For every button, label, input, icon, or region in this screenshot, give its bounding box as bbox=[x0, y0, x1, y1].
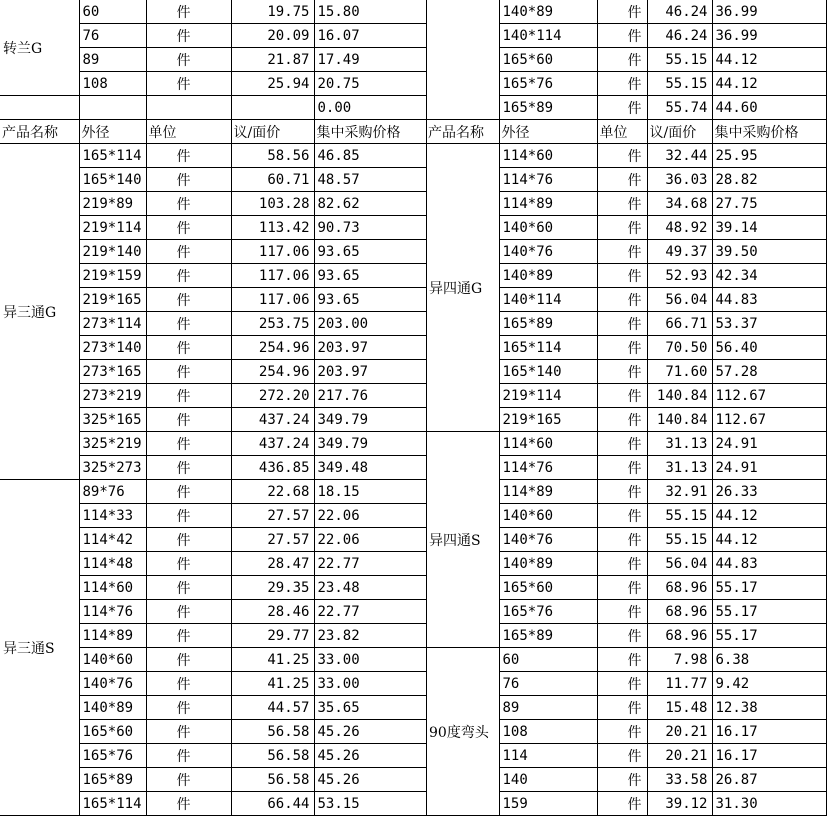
size-cell: 273*219 bbox=[79, 384, 146, 408]
unit-cell bbox=[146, 96, 231, 120]
unit-cell: 件 bbox=[146, 648, 231, 672]
collective-price-cell: 36.99 bbox=[712, 24, 826, 48]
unit-cell: 件 bbox=[597, 648, 647, 672]
collective-price-cell: 349.48 bbox=[314, 456, 426, 480]
size-cell: 140*89 bbox=[499, 264, 597, 288]
size-cell: 325*273 bbox=[79, 456, 146, 480]
header-unit: 单位 bbox=[146, 120, 231, 144]
price-cell: 46.24 bbox=[647, 0, 712, 24]
price-cell: 19.75 bbox=[231, 0, 314, 24]
price-cell: 113.42 bbox=[231, 216, 314, 240]
unit-cell: 件 bbox=[597, 456, 647, 480]
size-cell: 165*60 bbox=[79, 720, 146, 744]
size-cell: 273*114 bbox=[79, 312, 146, 336]
unit-cell: 件 bbox=[597, 528, 647, 552]
price-cell: 7.98 bbox=[647, 648, 712, 672]
size-cell: 140*60 bbox=[499, 216, 597, 240]
collective-price-cell: 25.95 bbox=[712, 144, 826, 168]
unit-cell: 件 bbox=[597, 288, 647, 312]
collective-price-cell: 44.12 bbox=[712, 48, 826, 72]
size-cell: 325*219 bbox=[79, 432, 146, 456]
size-cell: 159 bbox=[499, 792, 597, 816]
size-cell bbox=[79, 96, 146, 120]
unit-cell: 件 bbox=[146, 672, 231, 696]
unit-cell: 件 bbox=[597, 0, 647, 24]
size-cell: 165*89 bbox=[79, 768, 146, 792]
unit-cell: 件 bbox=[146, 216, 231, 240]
size-cell: 114*76 bbox=[499, 456, 597, 480]
product-group-name: 异四通G bbox=[426, 144, 499, 432]
size-cell: 76 bbox=[499, 672, 597, 696]
table-row bbox=[0, 480, 426, 504]
collective-price-cell: 22.06 bbox=[314, 504, 426, 528]
unit-cell: 件 bbox=[597, 336, 647, 360]
collective-price-cell: 44.83 bbox=[712, 552, 826, 576]
unit-cell: 件 bbox=[146, 240, 231, 264]
unit-cell: 件 bbox=[146, 600, 231, 624]
table-row bbox=[0, 0, 426, 24]
collective-price-cell: 56.40 bbox=[712, 336, 826, 360]
unit-cell: 件 bbox=[597, 192, 647, 216]
price-cell: 44.57 bbox=[231, 696, 314, 720]
size-cell: 140*76 bbox=[79, 672, 146, 696]
unit-cell: 件 bbox=[146, 384, 231, 408]
price-cell: 140.84 bbox=[647, 408, 712, 432]
price-cell: 20.21 bbox=[647, 744, 712, 768]
unit-cell: 件 bbox=[146, 288, 231, 312]
unit-cell: 件 bbox=[597, 552, 647, 576]
header-row bbox=[426, 120, 826, 144]
collective-price-cell: 44.12 bbox=[712, 72, 826, 96]
size-cell: 89 bbox=[79, 48, 146, 72]
collective-price-cell: 45.26 bbox=[314, 768, 426, 792]
price-cell: 140.84 bbox=[647, 384, 712, 408]
collective-price-cell: 20.75 bbox=[314, 72, 426, 96]
unit-cell: 件 bbox=[597, 504, 647, 528]
unit-cell: 件 bbox=[597, 768, 647, 792]
price-cell: 56.04 bbox=[647, 552, 712, 576]
size-cell: 165*60 bbox=[499, 48, 597, 72]
empty-cell bbox=[0, 96, 79, 120]
table-row bbox=[426, 648, 826, 672]
price-cell: 31.13 bbox=[647, 456, 712, 480]
size-cell: 165*140 bbox=[499, 360, 597, 384]
unit-cell: 件 bbox=[597, 72, 647, 96]
price-cell: 21.87 bbox=[231, 48, 314, 72]
table-row bbox=[426, 432, 826, 456]
unit-cell: 件 bbox=[146, 576, 231, 600]
price-cell: 41.25 bbox=[231, 672, 314, 696]
collective-price-cell: 12.38 bbox=[712, 696, 826, 720]
unit-cell: 件 bbox=[597, 432, 647, 456]
collective-price-cell: 55.17 bbox=[712, 624, 826, 648]
price-cell: 39.12 bbox=[647, 792, 712, 816]
size-cell: 140*60 bbox=[499, 504, 597, 528]
collective-price-cell: 16.17 bbox=[712, 744, 826, 768]
price-cell: 272.20 bbox=[231, 384, 314, 408]
header-row bbox=[0, 120, 426, 144]
unit-cell: 件 bbox=[597, 144, 647, 168]
unit-cell: 件 bbox=[597, 216, 647, 240]
unit-cell: 件 bbox=[597, 696, 647, 720]
price-cell: 68.96 bbox=[647, 600, 712, 624]
collective-price-cell: 44.83 bbox=[712, 288, 826, 312]
header-price: 议/面价 bbox=[231, 120, 314, 144]
unit-cell: 件 bbox=[146, 264, 231, 288]
product-group-name-continued bbox=[426, 0, 499, 120]
size-cell: 219*114 bbox=[79, 216, 146, 240]
size-cell: 108 bbox=[499, 720, 597, 744]
collective-price-cell: 27.75 bbox=[712, 192, 826, 216]
unit-cell: 件 bbox=[597, 480, 647, 504]
size-cell: 165*140 bbox=[79, 168, 146, 192]
collective-price-cell: 9.42 bbox=[712, 672, 826, 696]
header-collective-price: 集中采购价格 bbox=[712, 120, 826, 144]
collective-price-cell: 45.26 bbox=[314, 744, 426, 768]
collective-price-cell: 33.00 bbox=[314, 648, 426, 672]
collective-price-cell: 26.87 bbox=[712, 768, 826, 792]
price-cell: 437.24 bbox=[231, 432, 314, 456]
collective-price-cell: 93.65 bbox=[314, 288, 426, 312]
size-cell: 114*89 bbox=[499, 480, 597, 504]
size-cell: 114*42 bbox=[79, 528, 146, 552]
unit-cell: 件 bbox=[146, 144, 231, 168]
price-cell: 20.21 bbox=[647, 720, 712, 744]
header-outer-diameter: 外径 bbox=[499, 120, 597, 144]
unit-cell: 件 bbox=[146, 408, 231, 432]
product-group-name: 90度弯头 bbox=[426, 648, 499, 816]
collective-price-cell: 217.76 bbox=[314, 384, 426, 408]
price-cell: 71.60 bbox=[647, 360, 712, 384]
size-cell: 114*89 bbox=[499, 192, 597, 216]
size-cell: 76 bbox=[79, 24, 146, 48]
price-cell: 55.15 bbox=[647, 72, 712, 96]
collective-price-cell: 203.97 bbox=[314, 360, 426, 384]
size-cell: 165*76 bbox=[79, 744, 146, 768]
unit-cell: 件 bbox=[146, 360, 231, 384]
price-cell: 22.68 bbox=[231, 480, 314, 504]
collective-price-cell: 17.49 bbox=[314, 48, 426, 72]
unit-cell: 件 bbox=[146, 744, 231, 768]
size-cell: 165*89 bbox=[499, 96, 597, 120]
collective-price-cell: 45.26 bbox=[314, 720, 426, 744]
size-cell: 325*165 bbox=[79, 408, 146, 432]
price-cell: 55.15 bbox=[647, 528, 712, 552]
collective-price-cell: 36.99 bbox=[712, 0, 826, 24]
size-cell: 165*114 bbox=[499, 336, 597, 360]
right-price-table bbox=[426, 0, 827, 816]
unit-cell: 件 bbox=[597, 384, 647, 408]
unit-cell: 件 bbox=[597, 576, 647, 600]
price-cell: 31.13 bbox=[647, 432, 712, 456]
unit-cell: 件 bbox=[597, 624, 647, 648]
price-cell: 34.68 bbox=[647, 192, 712, 216]
size-cell: 140*89 bbox=[499, 552, 597, 576]
header-product-name: 产品名称 bbox=[0, 120, 79, 144]
price-cell: 20.09 bbox=[231, 24, 314, 48]
table-row bbox=[426, 144, 826, 168]
price-cell: 68.96 bbox=[647, 576, 712, 600]
collective-price-cell: 24.91 bbox=[712, 456, 826, 480]
price-cell: 55.15 bbox=[647, 48, 712, 72]
unit-cell: 件 bbox=[597, 360, 647, 384]
collective-price-cell: 90.73 bbox=[314, 216, 426, 240]
unit-cell: 件 bbox=[146, 456, 231, 480]
unit-cell: 件 bbox=[146, 552, 231, 576]
collective-price-cell: 57.28 bbox=[712, 360, 826, 384]
header-unit: 单位 bbox=[597, 120, 647, 144]
collective-price-cell: 23.82 bbox=[314, 624, 426, 648]
unit-cell: 件 bbox=[146, 624, 231, 648]
price-cell: 29.77 bbox=[231, 624, 314, 648]
collective-price-cell: 35.65 bbox=[314, 696, 426, 720]
size-cell: 89 bbox=[499, 696, 597, 720]
collective-price-cell: 22.06 bbox=[314, 528, 426, 552]
size-cell: 219*159 bbox=[79, 264, 146, 288]
size-cell: 114 bbox=[499, 744, 597, 768]
unit-cell: 件 bbox=[146, 0, 231, 24]
collective-price-cell: 39.50 bbox=[712, 240, 826, 264]
price-cell: 33.58 bbox=[647, 768, 712, 792]
collective-price-cell: 53.37 bbox=[712, 312, 826, 336]
size-cell: 114*33 bbox=[79, 504, 146, 528]
size-cell: 140*114 bbox=[499, 288, 597, 312]
price-cell: 103.28 bbox=[231, 192, 314, 216]
size-cell: 273*140 bbox=[79, 336, 146, 360]
price-cell: 41.25 bbox=[231, 648, 314, 672]
price-cell: 46.24 bbox=[647, 24, 712, 48]
unit-cell: 件 bbox=[146, 312, 231, 336]
size-cell: 273*165 bbox=[79, 360, 146, 384]
collective-price-cell: 22.77 bbox=[314, 552, 426, 576]
table-row bbox=[426, 0, 826, 24]
unit-cell: 件 bbox=[146, 336, 231, 360]
collective-price-cell: 48.57 bbox=[314, 168, 426, 192]
price-cell: 27.57 bbox=[231, 504, 314, 528]
price-cell: 56.58 bbox=[231, 720, 314, 744]
size-cell: 165*89 bbox=[499, 624, 597, 648]
price-cell: 28.47 bbox=[231, 552, 314, 576]
size-cell: 114*60 bbox=[79, 576, 146, 600]
collective-price-cell: 39.14 bbox=[712, 216, 826, 240]
collective-price-cell: 203.00 bbox=[314, 312, 426, 336]
size-cell: 165*76 bbox=[499, 600, 597, 624]
collective-price-cell: 23.48 bbox=[314, 576, 426, 600]
unit-cell: 件 bbox=[597, 96, 647, 120]
unit-cell: 件 bbox=[597, 48, 647, 72]
size-cell: 140*60 bbox=[79, 648, 146, 672]
collective-price-cell: 15.80 bbox=[314, 0, 426, 24]
unit-cell: 件 bbox=[597, 672, 647, 696]
unit-cell: 件 bbox=[597, 312, 647, 336]
price-cell: 254.96 bbox=[231, 336, 314, 360]
size-cell: 140*89 bbox=[499, 0, 597, 24]
price-cell: 15.48 bbox=[647, 696, 712, 720]
collective-price-cell: 33.00 bbox=[314, 672, 426, 696]
size-cell: 114*76 bbox=[79, 600, 146, 624]
size-cell: 140*89 bbox=[79, 696, 146, 720]
collective-price-cell: 44.12 bbox=[712, 528, 826, 552]
size-cell: 89*76 bbox=[79, 480, 146, 504]
collective-price-cell: 31.30 bbox=[712, 792, 826, 816]
unit-cell: 件 bbox=[146, 696, 231, 720]
collective-price-cell: 44.12 bbox=[712, 504, 826, 528]
collective-price-cell: 55.17 bbox=[712, 600, 826, 624]
size-cell: 219*89 bbox=[79, 192, 146, 216]
collective-price-cell: 6.38 bbox=[712, 648, 826, 672]
price-cell: 437.24 bbox=[231, 408, 314, 432]
size-cell: 219*140 bbox=[79, 240, 146, 264]
collective-price-cell: 24.91 bbox=[712, 432, 826, 456]
size-cell: 165*89 bbox=[499, 312, 597, 336]
header-product-name: 产品名称 bbox=[426, 120, 499, 144]
collective-price-cell: 44.60 bbox=[712, 96, 826, 120]
unit-cell: 件 bbox=[146, 768, 231, 792]
collective-price-cell: 46.85 bbox=[314, 144, 426, 168]
price-cell bbox=[231, 96, 314, 120]
collective-price-cell: 42.34 bbox=[712, 264, 826, 288]
unit-cell: 件 bbox=[146, 528, 231, 552]
size-cell: 60 bbox=[79, 0, 146, 24]
collective-price-cell: 82.62 bbox=[314, 192, 426, 216]
price-cell: 27.57 bbox=[231, 528, 314, 552]
price-cell: 55.74 bbox=[647, 96, 712, 120]
size-cell: 114*48 bbox=[79, 552, 146, 576]
size-cell: 114*60 bbox=[499, 144, 597, 168]
size-cell: 114*89 bbox=[79, 624, 146, 648]
unit-cell: 件 bbox=[597, 264, 647, 288]
collective-price-cell: 16.17 bbox=[712, 720, 826, 744]
unit-cell: 件 bbox=[146, 480, 231, 504]
size-cell: 114*76 bbox=[499, 168, 597, 192]
size-cell: 108 bbox=[79, 72, 146, 96]
collective-price-cell: 349.79 bbox=[314, 408, 426, 432]
unit-cell: 件 bbox=[146, 504, 231, 528]
size-cell: 140 bbox=[499, 768, 597, 792]
product-group-name: 异三通S bbox=[0, 480, 79, 816]
size-cell: 140*114 bbox=[499, 24, 597, 48]
price-cell: 66.44 bbox=[231, 792, 314, 816]
collective-price-cell: 112.67 bbox=[712, 408, 826, 432]
price-cell: 253.75 bbox=[231, 312, 314, 336]
price-cell: 60.71 bbox=[231, 168, 314, 192]
price-cell: 56.58 bbox=[231, 744, 314, 768]
collective-price-cell: 28.82 bbox=[712, 168, 826, 192]
price-cell: 28.46 bbox=[231, 600, 314, 624]
price-cell: 70.50 bbox=[647, 336, 712, 360]
unit-cell: 件 bbox=[146, 48, 231, 72]
header-outer-diameter: 外径 bbox=[79, 120, 146, 144]
unit-cell: 件 bbox=[146, 720, 231, 744]
unit-cell: 件 bbox=[597, 744, 647, 768]
collective-price-cell: 349.79 bbox=[314, 432, 426, 456]
collective-price-cell: 22.77 bbox=[314, 600, 426, 624]
price-cell: 49.37 bbox=[647, 240, 712, 264]
unit-cell: 件 bbox=[597, 720, 647, 744]
price-cell: 254.96 bbox=[231, 360, 314, 384]
table-row bbox=[0, 96, 426, 120]
size-cell: 165*114 bbox=[79, 144, 146, 168]
price-cell: 36.03 bbox=[647, 168, 712, 192]
size-cell: 140*76 bbox=[499, 240, 597, 264]
header-price: 议/面价 bbox=[647, 120, 712, 144]
table-row bbox=[0, 144, 426, 168]
product-group-name: 转兰G bbox=[0, 0, 79, 96]
collective-price-cell: 112.67 bbox=[712, 384, 826, 408]
unit-cell: 件 bbox=[146, 432, 231, 456]
header-collective-price: 集中采购价格 bbox=[314, 120, 426, 144]
unit-cell: 件 bbox=[597, 600, 647, 624]
price-cell: 117.06 bbox=[231, 288, 314, 312]
unit-cell: 件 bbox=[146, 72, 231, 96]
collective-price-cell: 26.33 bbox=[712, 480, 826, 504]
size-cell: 60 bbox=[499, 648, 597, 672]
price-cell: 29.35 bbox=[231, 576, 314, 600]
unit-cell: 件 bbox=[597, 24, 647, 48]
collective-price-cell: 16.07 bbox=[314, 24, 426, 48]
collective-price-cell: 203.97 bbox=[314, 336, 426, 360]
unit-cell: 件 bbox=[146, 168, 231, 192]
price-cell: 11.77 bbox=[647, 672, 712, 696]
unit-cell: 件 bbox=[146, 24, 231, 48]
collective-price-cell: 18.15 bbox=[314, 480, 426, 504]
unit-cell: 件 bbox=[146, 792, 231, 816]
price-cell: 66.71 bbox=[647, 312, 712, 336]
price-cell: 32.91 bbox=[647, 480, 712, 504]
size-cell: 114*60 bbox=[499, 432, 597, 456]
collective-price-cell: 55.17 bbox=[712, 576, 826, 600]
size-cell: 140*76 bbox=[499, 528, 597, 552]
product-group-name: 异三通G bbox=[0, 144, 79, 480]
size-cell: 165*76 bbox=[499, 72, 597, 96]
unit-cell: 件 bbox=[597, 408, 647, 432]
price-cell: 436.85 bbox=[231, 456, 314, 480]
price-cell: 55.15 bbox=[647, 504, 712, 528]
unit-cell: 件 bbox=[146, 192, 231, 216]
price-cell: 117.06 bbox=[231, 240, 314, 264]
unit-cell: 件 bbox=[597, 792, 647, 816]
price-cell: 56.04 bbox=[647, 288, 712, 312]
product-group-name: 异四通S bbox=[426, 432, 499, 648]
price-cell: 32.44 bbox=[647, 144, 712, 168]
collective-price-cell: 93.65 bbox=[314, 264, 426, 288]
collective-price-cell: 93.65 bbox=[314, 240, 426, 264]
size-cell: 219*165 bbox=[499, 408, 597, 432]
price-cell: 117.06 bbox=[231, 264, 314, 288]
price-cell: 56.58 bbox=[231, 768, 314, 792]
collective-price-cell: 53.15 bbox=[314, 792, 426, 816]
unit-cell: 件 bbox=[597, 168, 647, 192]
price-cell: 25.94 bbox=[231, 72, 314, 96]
price-cell: 52.93 bbox=[647, 264, 712, 288]
collective-price-cell: 0.00 bbox=[314, 96, 426, 120]
price-cell: 48.92 bbox=[647, 216, 712, 240]
size-cell: 219*165 bbox=[79, 288, 146, 312]
price-cell: 68.96 bbox=[647, 624, 712, 648]
size-cell: 165*60 bbox=[499, 576, 597, 600]
unit-cell: 件 bbox=[597, 240, 647, 264]
size-cell: 219*114 bbox=[499, 384, 597, 408]
size-cell: 165*114 bbox=[79, 792, 146, 816]
price-cell: 58.56 bbox=[231, 144, 314, 168]
